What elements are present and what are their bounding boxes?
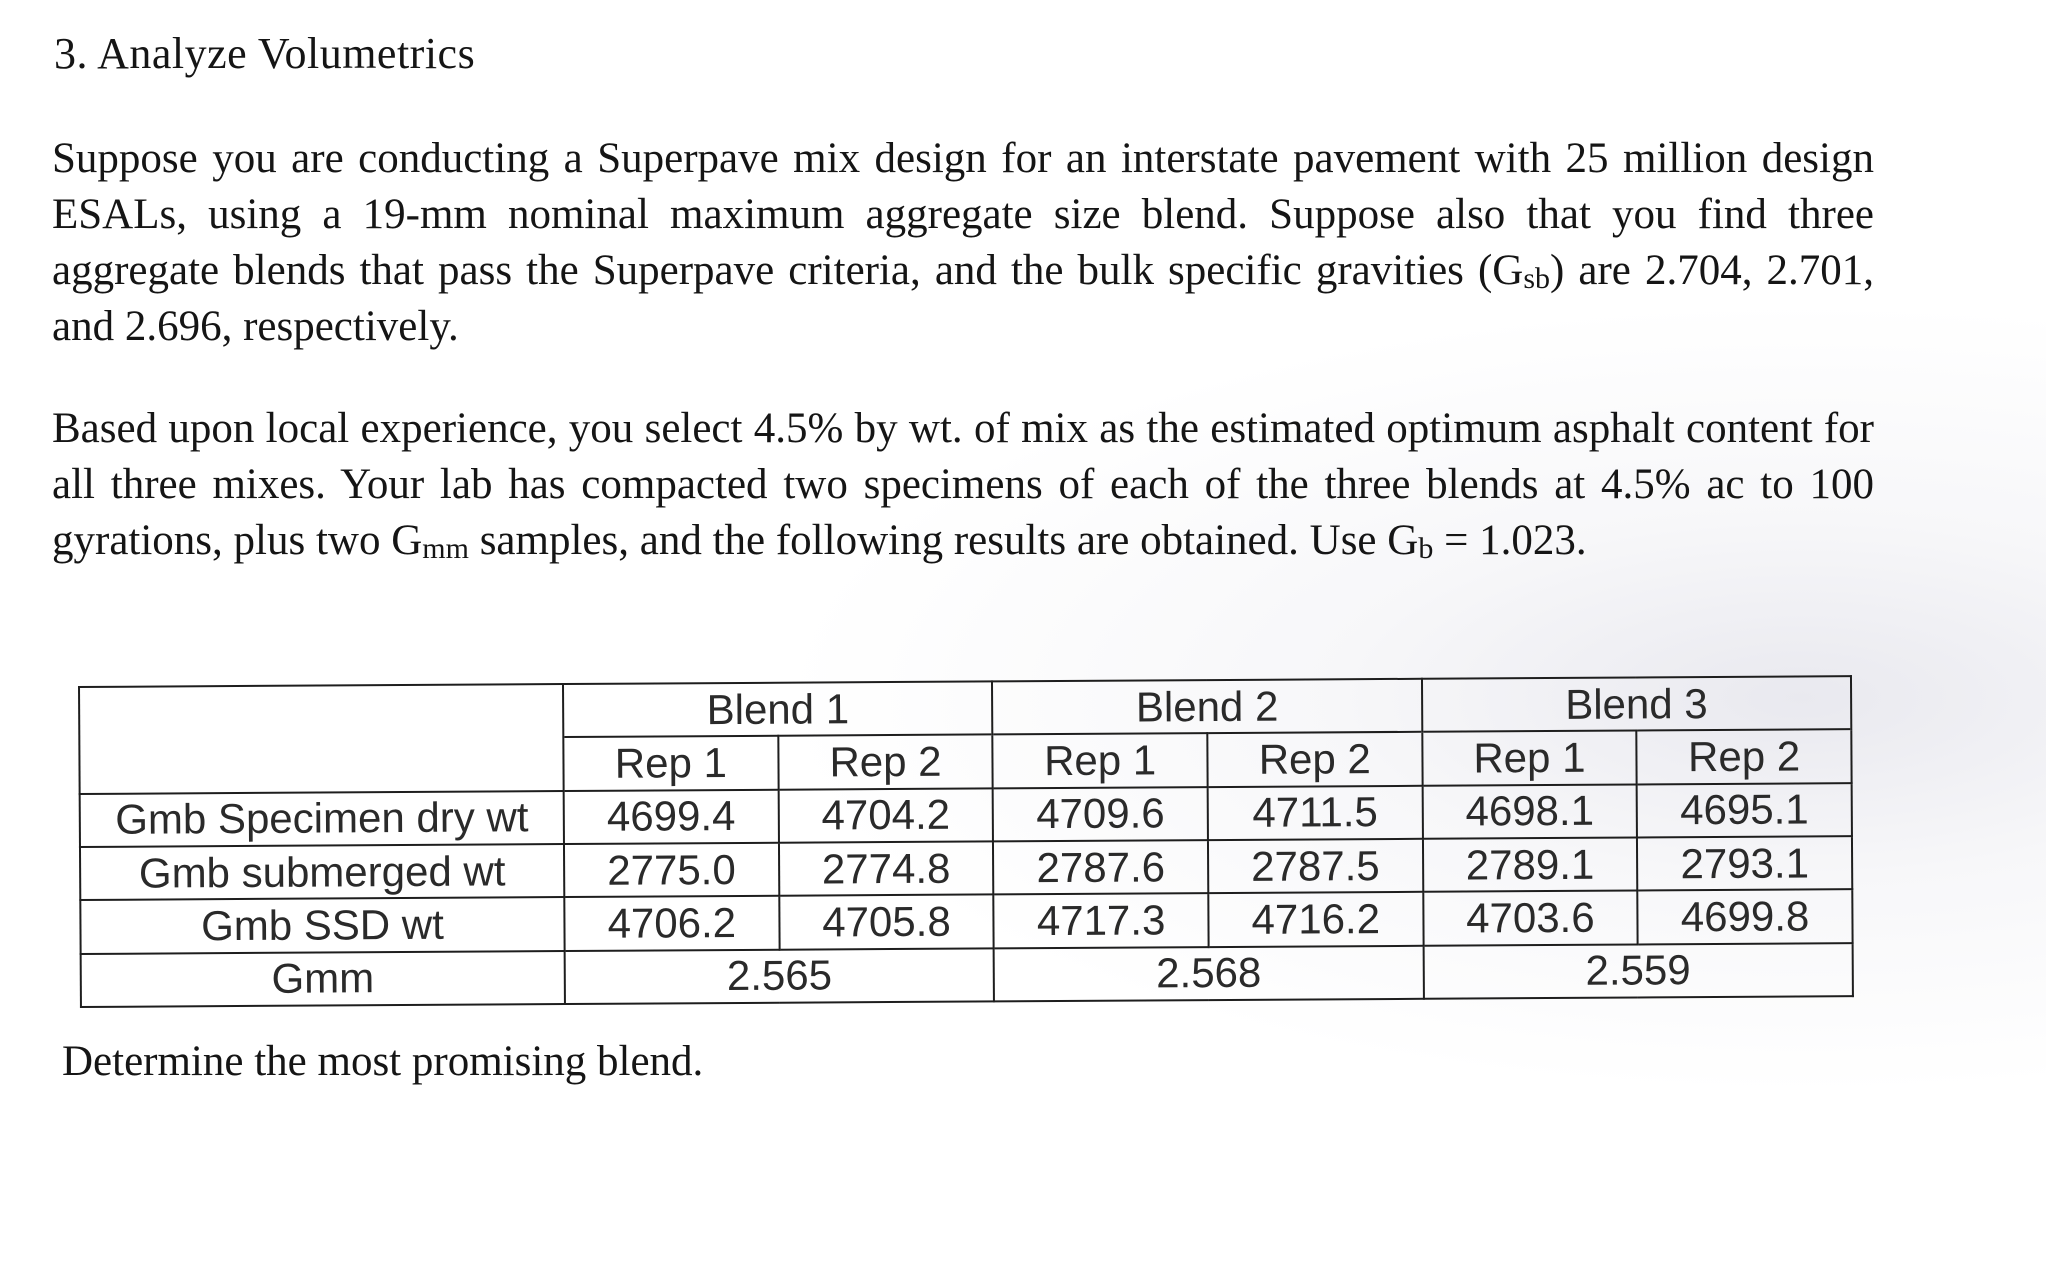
gmm-subscript: mm [422,532,469,565]
blend-3-header: Blend 3 [1422,676,1852,732]
rep-header: Rep 2 [778,735,993,790]
para1-text-after: ) are 2.704, 2.701, and 2.696, respectively. [52,247,1875,350]
table-cell: 4703.6 [1423,891,1638,946]
row-label: Gmb Specimen dry wt [80,791,564,847]
table-cell: 2774.8 [779,841,994,896]
para2-text-after: = 1.023. [1433,517,1587,564]
table-cell: 4695.1 [1637,783,1852,838]
row-label: Gmb submerged wt [80,844,564,900]
table-cell: 4705.8 [779,895,994,950]
gmm-row [81,943,1853,1007]
gmm-cell-blend-3: 2.559 [1423,943,1853,999]
row-label: Gmb SSD wt [80,897,564,953]
table-cell: 4704.2 [778,788,993,843]
para2-text-middle: samples, and the following results are obtained. Use G [468,517,1419,564]
gb-subscript: b [1418,532,1434,565]
para2-text-before: Based upon local experience, you select 4.5% by wt. of mix as the estimated optimum asphalt content for all three mixes. Your lab has compacted two specimens of each of the three blends at 4.5% ac to 100 gyrations, plus two G [52,405,1874,564]
rep-header: Rep 1 [1422,731,1637,786]
table-cell: 4709.6 [993,787,1208,842]
table-cell: 2793.1 [1637,836,1852,891]
table-cell: 2775.0 [564,843,779,898]
blend-1-header: Blend 1 [563,681,993,737]
table-cell: 4699.8 [1638,889,1853,944]
blank-rep-cell [79,737,563,793]
rep-header: Rep 1 [993,733,1208,788]
table-cell: 2787.5 [1208,839,1423,894]
blank-header-cell [79,684,563,740]
problem-paragraph-2 [52,401,1874,569]
rep-header: Rep 2 [1207,732,1422,787]
table-cell: 2789.1 [1423,837,1638,892]
table-cell: 4699.4 [564,789,779,844]
table-cell: 4716.2 [1208,892,1423,947]
results-table [78,675,1854,1008]
gmm-cell-blend-2: 2.568 [994,945,1424,1001]
blend-2-header: Blend 2 [992,679,1422,735]
table-cell: 4711.5 [1208,785,1423,840]
problem-paragraph-1 [52,131,1874,355]
para1-text-before: Suppose you are conducting a Superpave mix design for an interstate pavement with 25 million design ESALs, using a 19-mm nominal maximum aggregate size blend. Suppose also that you find three aggregate blends that pass the Superpave criteria, and the bulk specific gravities (G [52,135,1874,294]
gsb-subscript: sb [1523,262,1551,295]
table-cell: 4698.1 [1422,784,1637,839]
rep-header: Rep 1 [563,736,778,791]
gmm-cell-blend-1: 2.565 [565,948,995,1004]
row-label: Gmm [81,951,565,1007]
rep-header: Rep 2 [1637,729,1852,784]
table-cell: 4717.3 [994,893,1209,948]
table-cell: 4706.2 [564,896,779,951]
problem-question: Determine the most promising blend. [62,1038,704,1085]
table-cell: 2787.6 [993,840,1208,895]
problem-heading: 3. Analyze Volumetrics [54,29,476,78]
